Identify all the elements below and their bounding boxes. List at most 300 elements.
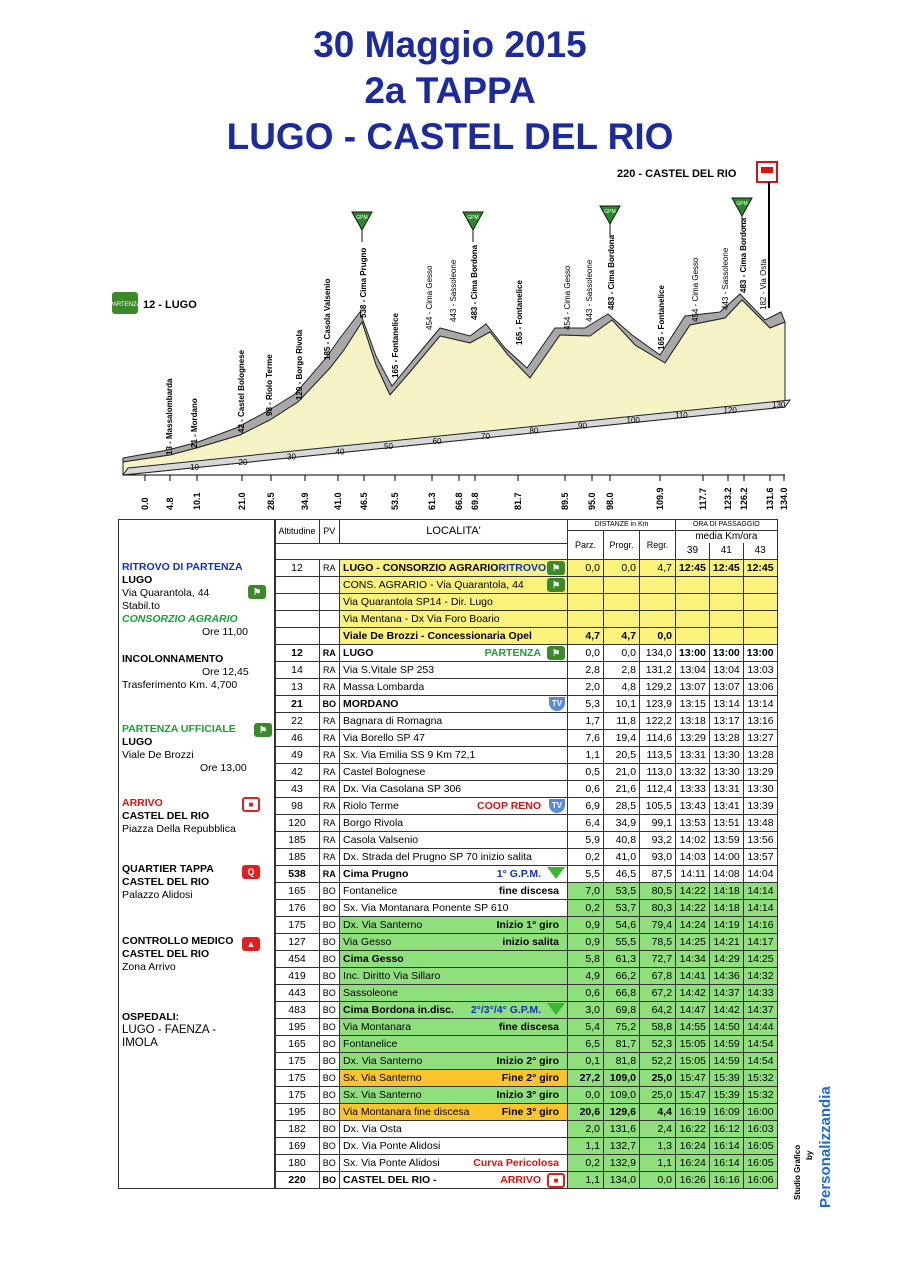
regr-cell: 4,7	[640, 560, 676, 577]
progr-cell: 55,5	[604, 934, 640, 951]
pv-cell: RA	[319, 781, 340, 798]
pv-cell: RA	[319, 662, 340, 679]
gpm-flags	[352, 198, 752, 242]
localita-cell	[340, 1138, 568, 1155]
localita-name: Via Gesso	[343, 936, 392, 948]
distance-tick-label: 50	[384, 442, 393, 452]
controllo-city: CASTEL DEL RIO	[122, 948, 210, 960]
time-cell: 13:32	[676, 764, 710, 781]
distance-tick-label: 110	[675, 411, 688, 420]
col-orario: ORA DI PASSAGGIO	[676, 520, 778, 531]
km-marker-label: 123.2	[723, 487, 733, 510]
ospedali-line2: IMOLA	[122, 1037, 158, 1049]
parz-cell: 4,9	[568, 968, 604, 985]
progr-cell: 4,7	[604, 628, 640, 645]
parz-cell: 0,2	[568, 900, 604, 917]
parz-cell	[568, 594, 604, 611]
time-cell: 13:43	[676, 798, 710, 815]
distance-tick-label: 90	[578, 421, 587, 431]
time-cell: 13:16	[743, 713, 777, 730]
regr-cell: 4,4	[640, 1104, 676, 1121]
ritrovo-venue: CONSORZIO AGRARIO	[122, 613, 238, 625]
time-cell: 13:51	[709, 815, 743, 832]
time-cell	[676, 628, 710, 645]
altitude-cell: 454	[275, 951, 320, 968]
altitude-cell: 43	[275, 781, 320, 798]
parz-cell: 0,0	[568, 645, 604, 662]
regr-cell: 1,3	[640, 1138, 676, 1155]
parz-cell: 0,0	[568, 1087, 604, 1104]
parz-cell: 27,2	[568, 1070, 604, 1087]
altitude-cell: 538	[275, 866, 320, 883]
pv-cell: RA	[319, 679, 340, 696]
partenza-city: LUGO	[122, 736, 153, 748]
progr-cell: 109,0	[604, 1087, 640, 1104]
time-cell: 16:05	[743, 1138, 777, 1155]
regr-cell: 0,0	[640, 628, 676, 645]
time-cell	[676, 577, 710, 594]
localita-note: fine discesa	[498, 1021, 560, 1033]
place-label: 165 - Fontanelice	[515, 280, 524, 345]
controllo-block	[122, 935, 274, 999]
localita-name: Sx. Via Santerno	[343, 1089, 422, 1101]
time-cell: 15:32	[743, 1087, 777, 1104]
pv-cell	[319, 577, 340, 594]
regr-cell: 123,9	[640, 696, 676, 713]
time-cell: 16:16	[709, 1172, 743, 1189]
km-marker-label: 131.6	[765, 487, 775, 510]
km-marker-label: 81.7	[513, 492, 523, 510]
localita-name: Sx. Via Ponte Alidosi	[343, 1157, 440, 1169]
stage-number: 2a TAPPA	[364, 70, 536, 111]
pv-cell: RA	[319, 798, 340, 815]
regr-cell: 58,8	[640, 1019, 676, 1036]
time-cell: 13:56	[743, 832, 777, 849]
time-cell: 13:14	[743, 696, 777, 713]
parz-cell: 2,0	[568, 1121, 604, 1138]
gpm-flag-text: GPM	[604, 209, 616, 215]
flag-icon: ⚑	[547, 561, 565, 575]
altitude-cell: 175	[275, 1087, 320, 1104]
incolonnamento-heading: INCOLONNAMENTO	[122, 653, 224, 665]
parz-cell	[568, 577, 604, 594]
distance-tick-label: 80	[529, 426, 539, 436]
pv-cell: BO	[319, 1104, 340, 1121]
localita-name: Sx. Via Emilia SS 9 Km 72,1	[343, 749, 476, 761]
progr-cell: 131,6	[604, 1121, 640, 1138]
altitude-cell: 165	[275, 883, 320, 900]
gpm-flag-text: GPM	[467, 215, 479, 221]
altitude-cell: 175	[275, 1053, 320, 1070]
time-cell: 13:31	[676, 747, 710, 764]
parz-cell: 5,9	[568, 832, 604, 849]
localita-cell	[340, 764, 568, 781]
altitude-cell: 169	[275, 1138, 320, 1155]
ritrovo-block	[122, 561, 274, 641]
parz-cell: 1,7	[568, 713, 604, 730]
time-cell: 16:24	[676, 1138, 710, 1155]
time-cell: 13:07	[676, 679, 710, 696]
time-cell: 14:42	[709, 1002, 743, 1019]
localita-cell	[340, 968, 568, 985]
partenza-time: Ore 13,00	[200, 762, 247, 774]
distance-tick-label: 40	[335, 447, 345, 457]
time-cell: 13:00	[676, 645, 710, 662]
progr-cell: 81,7	[604, 1036, 640, 1053]
progr-cell: 54,6	[604, 917, 640, 934]
localita-name: Dx. Via Ponte Alidosi	[343, 1140, 441, 1152]
start-label: 12 - LUGO	[143, 299, 197, 311]
time-cell: 14:25	[676, 934, 710, 951]
localita-name: Riolo Terme	[343, 800, 399, 812]
time-cell: 14:42	[676, 985, 710, 1002]
progr-cell: 66,2	[604, 968, 640, 985]
time-cell: 14:21	[709, 934, 743, 951]
time-cell: 14:37	[709, 985, 743, 1002]
time-cell: 16:22	[676, 1121, 710, 1138]
localita-cell	[340, 1104, 568, 1121]
arrivo-block	[122, 797, 274, 851]
time-cell: 14:22	[676, 900, 710, 917]
parz-cell: 0,5	[568, 764, 604, 781]
time-cell	[743, 628, 777, 645]
pv-cell: BO	[319, 1019, 340, 1036]
parz-cell: 4,7	[568, 628, 604, 645]
km-marker-label: 109.9	[655, 487, 665, 510]
time-cell: 14:50	[709, 1019, 743, 1036]
quartier-heading: QUARTIER TAPPA	[122, 863, 214, 875]
time-cell: 14:22	[676, 883, 710, 900]
arrivo-sign-bar	[761, 167, 773, 173]
localita-cell	[340, 696, 568, 713]
time-cell: 15:05	[676, 1053, 710, 1070]
altitude-cell: 21	[275, 696, 320, 713]
altitude-cell: 22	[275, 713, 320, 730]
regr-cell: 87,5	[640, 866, 676, 883]
pv-cell: BO	[319, 1002, 340, 1019]
pv-cell: BO	[319, 1121, 340, 1138]
time-cell: 13:27	[743, 730, 777, 747]
arrivo-city: CASTEL DEL RIO	[122, 810, 210, 822]
time-cell: 13:28	[743, 747, 777, 764]
localita-note: inizio salita	[502, 936, 560, 948]
controllo-medico-icon: ▲	[242, 937, 260, 951]
regr-cell: 1,1	[640, 1155, 676, 1172]
localita-cell	[340, 815, 568, 832]
localita-cell	[340, 628, 568, 645]
col-localita: LOCALITA'	[340, 520, 568, 544]
time-cell: 16:05	[743, 1155, 777, 1172]
altitude-cell: 49	[275, 747, 320, 764]
localita-name: LUGO - CONSORZIO AGRARIO	[343, 562, 499, 574]
place-label: 454 - Cima Gesso	[691, 257, 700, 322]
quartier-address: Palazzo Alidosi	[122, 889, 193, 901]
regr-cell: 52,3	[640, 1036, 676, 1053]
localita-cell	[340, 1036, 568, 1053]
time-cell: 14:47	[676, 1002, 710, 1019]
km-marker-label: 61.3	[427, 492, 437, 510]
km-marker-label: 4.8	[165, 497, 175, 510]
localita-name: LUGO	[343, 647, 374, 659]
place-label: 454 - Cima Gesso	[563, 265, 572, 330]
col-regr: Regr.	[640, 531, 676, 560]
localita-name: Via Borello SP 47	[343, 732, 425, 744]
pv-cell: BO	[319, 985, 340, 1002]
pv-cell: BO	[319, 1087, 340, 1104]
time-cell: 13:06	[743, 679, 777, 696]
pv-cell: RA	[319, 764, 340, 781]
parz-cell: 6,4	[568, 815, 604, 832]
gpm-icon	[547, 867, 565, 879]
altitude-cell: 185	[275, 849, 320, 866]
localita-cell	[340, 985, 568, 1002]
time-cell	[709, 577, 743, 594]
time-cell: 13:17	[709, 713, 743, 730]
partenza-address: Viale De Brozzi	[122, 749, 194, 761]
parz-cell	[568, 611, 604, 628]
localita-name: Via Montanara	[343, 1021, 412, 1033]
time-cell: 14:08	[709, 866, 743, 883]
localita-note: Fine 2° giro	[501, 1072, 560, 1084]
altitude-cell: 14	[275, 662, 320, 679]
pv-cell: RA	[319, 560, 340, 577]
altitude-cell: 180	[275, 1155, 320, 1172]
pv-cell: BO	[319, 1155, 340, 1172]
time-cell: 14:41	[676, 968, 710, 985]
distance-tick-label: 70	[481, 431, 490, 441]
time-cell: 13:15	[676, 696, 710, 713]
time-cell: 14:44	[743, 1019, 777, 1036]
localita-cell	[340, 560, 568, 577]
localita-name: Cima Gesso	[343, 953, 404, 965]
time-cell: 13:30	[743, 781, 777, 798]
place-label: 165 - Fontanelice	[391, 313, 400, 378]
localita-name: Viale De Brozzi - Concessionaria Opel	[343, 630, 532, 642]
time-cell: 15:39	[709, 1070, 743, 1087]
altitude-cell: 220	[275, 1172, 320, 1189]
regr-cell: 93,2	[640, 832, 676, 849]
localita-name: Borgo Rivola	[343, 817, 404, 829]
time-cell: 13:48	[743, 815, 777, 832]
regr-cell: 80,3	[640, 900, 676, 917]
ritrovo-time: Ore 11,00	[202, 626, 248, 638]
speed-41: 41	[709, 543, 743, 560]
time-cell: 16:09	[709, 1104, 743, 1121]
localita-cell	[340, 662, 568, 679]
pv-cell: RA	[319, 849, 340, 866]
col-distanze: DISTANZE in Km	[568, 520, 676, 531]
distance-tick-label: 130	[772, 400, 786, 410]
progr-cell: 40,8	[604, 832, 640, 849]
pv-cell: BO	[319, 917, 340, 934]
incolonnamento-time: Ore 12,45	[202, 666, 249, 678]
studio-credit	[786, 1060, 856, 1210]
km-marker-label: 89.5	[560, 492, 570, 510]
localita-cell	[340, 1002, 568, 1019]
arrivo-heading: ARRIVO	[122, 797, 163, 809]
time-cell: 14:34	[676, 951, 710, 968]
regr-cell: 79,4	[640, 917, 676, 934]
arrivo-icon: ■	[242, 797, 260, 812]
pv-cell: BO	[319, 934, 340, 951]
altitude-cell: 185	[275, 832, 320, 849]
time-cell: 12:45	[709, 560, 743, 577]
parz-cell: 5,3	[568, 696, 604, 713]
parz-cell: 2,0	[568, 679, 604, 696]
place-label: 98 - Riolo Terme	[265, 354, 274, 416]
flag-icon: ⚑	[547, 646, 565, 660]
progr-cell: 53,7	[604, 900, 640, 917]
quartier-tappa-icon: Q	[242, 865, 260, 879]
time-cell: 16:24	[676, 1155, 710, 1172]
parz-cell: 0,2	[568, 1155, 604, 1172]
localita-cell	[340, 611, 568, 628]
regr-cell: 25,0	[640, 1087, 676, 1104]
pv-cell: BO	[319, 1172, 340, 1189]
time-cell: 14:17	[743, 934, 777, 951]
altitude-cell: 175	[275, 1070, 320, 1087]
time-cell: 16:06	[743, 1172, 777, 1189]
time-cell: 12:45	[743, 560, 777, 577]
regr-cell: 105,5	[640, 798, 676, 815]
quartier-city: CASTEL DEL RIO	[122, 876, 210, 888]
time-cell: 13:30	[709, 747, 743, 764]
gpm-flag-text: GPM	[356, 215, 368, 221]
ospedali-line1: LUGO - FAENZA -	[122, 1024, 216, 1036]
localita-cell	[340, 1087, 568, 1104]
localita-note: 1° G.P.M.	[496, 868, 542, 880]
pv-cell: RA	[319, 815, 340, 832]
arrivo-sign-icon: ■	[547, 1173, 565, 1188]
localita-cell	[340, 1172, 568, 1189]
altitude-cell: 175	[275, 917, 320, 934]
localita-cell	[340, 1155, 568, 1172]
regr-cell: 131,2	[640, 662, 676, 679]
time-cell: 13:53	[676, 815, 710, 832]
localita-name: Casola Valsenio	[343, 834, 419, 846]
time-cell: 13:41	[709, 798, 743, 815]
time-cell: 13:30	[709, 764, 743, 781]
altitude-cell	[275, 594, 320, 611]
parz-cell: 0,0	[568, 560, 604, 577]
progr-cell: 132,7	[604, 1138, 640, 1155]
credit-brand: Personalizzandia	[817, 1086, 834, 1208]
localita-name: MORDANO	[343, 698, 399, 710]
progr-cell	[604, 594, 640, 611]
localita-cell	[340, 832, 568, 849]
time-cell: 14:55	[676, 1019, 710, 1036]
pv-cell: RA	[319, 730, 340, 747]
localita-name: Fontanelice	[343, 885, 398, 897]
time-cell: 12:45	[676, 560, 710, 577]
regr-cell: 113,0	[640, 764, 676, 781]
time-cell: 15:47	[676, 1070, 710, 1087]
time-cell: 14:18	[709, 883, 743, 900]
altitude-cell: 419	[275, 968, 320, 985]
progr-cell: 28,5	[604, 798, 640, 815]
time-cell: 14:54	[743, 1036, 777, 1053]
localita-cell	[340, 781, 568, 798]
time-cell: 16:19	[676, 1104, 710, 1121]
time-cell: 13:07	[709, 679, 743, 696]
localita-cell	[340, 679, 568, 696]
progr-cell: 46,5	[604, 866, 640, 883]
parz-cell: 1,1	[568, 747, 604, 764]
parz-cell: 6,9	[568, 798, 604, 815]
ospedali-heading: OSPEDALI:	[122, 1011, 180, 1023]
speed-43: 43	[743, 543, 777, 560]
pv-cell: BO	[319, 951, 340, 968]
altitude-cell: 46	[275, 730, 320, 747]
parz-cell: 0,6	[568, 985, 604, 1002]
progr-cell: 132,9	[604, 1155, 640, 1172]
regr-cell: 112,4	[640, 781, 676, 798]
km-marker-label: 46.5	[359, 492, 369, 510]
col-media: media Km/ora	[676, 531, 778, 544]
parz-cell: 6,5	[568, 1036, 604, 1053]
time-cell	[709, 594, 743, 611]
distance-tick-label: 60	[432, 437, 442, 446]
parz-cell: 1,1	[568, 1172, 604, 1189]
place-label: 185 - Casola Valsenio	[323, 278, 332, 360]
time-cell: 16:00	[743, 1104, 777, 1121]
place-label: 483 - Cima Bordona	[739, 217, 748, 293]
time-cell	[709, 628, 743, 645]
parz-cell: 0,9	[568, 934, 604, 951]
place-label: 182 - Via Osta	[759, 259, 768, 310]
time-cell: 16:26	[676, 1172, 710, 1189]
time-cell: 13:04	[676, 662, 710, 679]
credit-line2: by	[805, 1150, 814, 1160]
localita-name: Via S.Vitale SP 253	[343, 664, 435, 676]
time-cell: 14:32	[743, 968, 777, 985]
localita-cell	[340, 577, 568, 594]
time-cell: 14:00	[709, 849, 743, 866]
flag-icon: ⚑	[547, 578, 565, 592]
altitude-cell	[275, 628, 320, 645]
distance-tick-label: 120	[723, 405, 737, 415]
localita-name: Via Quarantola SP14 - Dir. Lugo	[343, 596, 493, 608]
place-label: 454 - Cima Gesso	[425, 265, 434, 330]
km-marker-label: 28.5	[266, 492, 276, 510]
pv-cell: BO	[319, 900, 340, 917]
place-label: 13 - Massalombarda	[165, 378, 174, 455]
localita-cell	[340, 866, 568, 883]
pv-cell: BO	[319, 1036, 340, 1053]
km-marker-label: 21.0	[237, 492, 247, 510]
parz-cell: 0,2	[568, 849, 604, 866]
time-cell: 16:03	[743, 1121, 777, 1138]
parz-cell: 7,6	[568, 730, 604, 747]
progr-cell: 34,9	[604, 815, 640, 832]
time-cell: 15:39	[709, 1087, 743, 1104]
localita-name: Castel Bolognese	[343, 766, 426, 778]
pv-cell: RA	[319, 713, 340, 730]
parz-cell: 2,8	[568, 662, 604, 679]
partenza-flag-icon: ⚑	[254, 723, 272, 737]
regr-cell: 129,2	[640, 679, 676, 696]
ritrovo-icon: ⚑	[248, 585, 266, 599]
progr-cell: 75,2	[604, 1019, 640, 1036]
km-marker-label: 0.0	[140, 497, 150, 510]
place-label: 443 - Sassoleone	[585, 259, 594, 322]
pv-cell: RA	[319, 645, 340, 662]
tv-icon: TV	[549, 799, 565, 813]
time-cell	[743, 577, 777, 594]
time-cell: 16:14	[709, 1155, 743, 1172]
parz-cell: 0,6	[568, 781, 604, 798]
time-cell: 14:29	[709, 951, 743, 968]
